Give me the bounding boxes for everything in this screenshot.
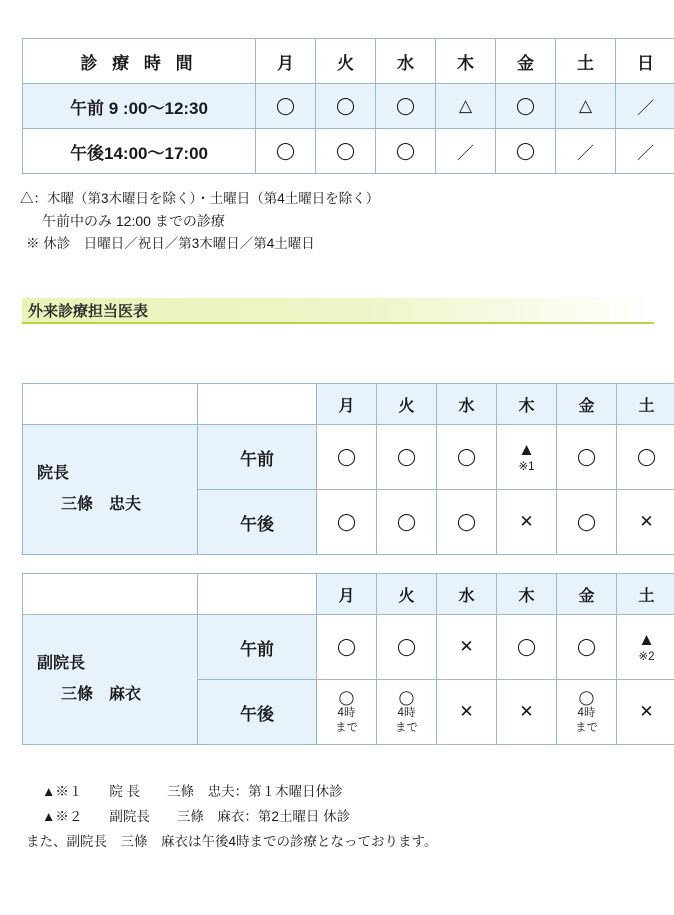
doctor1-header-blank-part — [198, 384, 317, 425]
mark-note: ※2 — [638, 651, 655, 664]
doctor1-table-body — [23, 425, 674, 555]
doctor2-afternoon-mon — [317, 680, 377, 745]
mark: ◯ — [578, 688, 595, 705]
doctor2-part-afternoon: 午後 — [198, 680, 317, 745]
mark: ✕ — [639, 702, 654, 722]
mark: ✕ — [639, 512, 654, 532]
doctor1-title: 院長 — [37, 465, 70, 483]
doctor2-row-morning — [23, 615, 674, 680]
outpatient-section-heading — [22, 298, 654, 324]
doctor2-name-cell — [23, 615, 198, 745]
hours-row-morning — [23, 84, 674, 129]
doctor1-table-head — [23, 384, 674, 425]
doctor1-morning-sat — [617, 425, 674, 490]
mark: ▲ — [518, 440, 535, 460]
mark: ✕ — [519, 702, 534, 722]
hours-table-head — [23, 39, 674, 84]
mark: ◯ — [336, 447, 357, 467]
doctor2-header-blank-part — [198, 574, 317, 615]
footnote-line1: ▲※１ 院 長 三條 忠夫：第１木曜日休診 — [42, 784, 343, 799]
hours-header-row — [23, 39, 674, 84]
mark: ◯ — [576, 637, 597, 657]
hours-afternoon-mon: ◯ — [256, 129, 316, 174]
hours-morning-tue: ◯ — [316, 84, 376, 129]
doctor1-name-cell — [23, 425, 198, 555]
doctor2-afternoon-thu — [497, 680, 557, 745]
doctor1-part-afternoon: 午後 — [198, 490, 317, 555]
hours-day-thu: 木 — [436, 39, 496, 84]
doctor2-table-body — [23, 615, 674, 745]
hours-afternoon-fri: ◯ — [496, 129, 556, 174]
footnote-line2: ▲※２ 副院長 三條 麻衣：第2土曜日 休診 — [42, 808, 351, 824]
hours-afternoon-sun: ／ — [616, 129, 674, 174]
doctor-schedule-table-1 — [22, 383, 657, 555]
doctor2-morning-wed — [437, 615, 497, 680]
mark: ✕ — [459, 702, 474, 722]
doctor1-afternoon-mon — [317, 490, 377, 555]
outpatient-section-title: 外来診療担当医表 — [28, 303, 149, 320]
mark: ◯ — [336, 637, 357, 657]
doctor2-table-head — [23, 574, 674, 615]
mark-note: 4時 まで — [335, 707, 358, 734]
doctor2-day-wed: 水 — [437, 574, 497, 615]
doctor2-morning-mon — [317, 615, 377, 680]
hours-row-afternoon — [23, 129, 674, 174]
hours-day-wed: 水 — [376, 39, 436, 84]
doctor1-day-thu: 木 — [497, 384, 557, 425]
doctor2-title: 副院長 — [37, 655, 86, 673]
mark-note: 4時 まで — [395, 707, 418, 734]
doctor2-afternoon-fri — [557, 680, 617, 745]
doctor2-day-sat: 土 — [617, 574, 674, 615]
doctor1-part-morning: 午前 — [198, 425, 317, 490]
hours-day-mon: 月 — [256, 39, 316, 84]
doctor2-morning-thu — [497, 615, 557, 680]
hours-note-line1: △：木曜（第3木曜日を除く）・土曜日（第4土曜日を除く） — [20, 191, 380, 206]
hours-table-body — [23, 84, 674, 174]
hours-day-sat: 土 — [556, 39, 616, 84]
mark: ◯ — [396, 447, 417, 467]
doctor2-afternoon-wed — [437, 680, 497, 745]
mark: ◯ — [456, 447, 477, 467]
mark: ◯ — [338, 688, 355, 705]
doctor-schedule-table-2 — [22, 573, 654, 745]
mark: ✕ — [519, 512, 534, 532]
doctor2-day-mon: 月 — [317, 574, 377, 615]
hours-afternoon-thu: ／ — [436, 129, 496, 174]
doctor1-day-tue: 火 — [377, 384, 437, 425]
hours-day-sun: 日 — [616, 39, 674, 84]
doctor1-afternoon-tue — [377, 490, 437, 555]
consultation-hours-table — [22, 38, 654, 174]
hours-afternoon-sat: ／ — [556, 129, 616, 174]
doctor2-header-blank-name — [23, 574, 198, 615]
mark: ◯ — [336, 512, 357, 532]
hours-afternoon-tue: ◯ — [316, 129, 376, 174]
doctor-table-vice-director — [22, 573, 674, 745]
doctor1-day-wed: 水 — [437, 384, 497, 425]
hours-day-fri: 金 — [496, 39, 556, 84]
doctor2-afternoon-tue — [377, 680, 437, 745]
hours-row-afternoon-label: 午後14:00〜17:00 — [23, 129, 256, 174]
mark: ◯ — [576, 512, 597, 532]
doctor1-row-morning — [23, 425, 674, 490]
hours-morning-wed: ◯ — [376, 84, 436, 129]
footnote-line3: また、副院長 三條 麻衣は午後4時までの診療となっております。 — [26, 833, 438, 849]
hours-header-label: 診 療 時 間 — [23, 39, 256, 84]
doctor2-day-fri: 金 — [557, 574, 617, 615]
mark: ◯ — [456, 512, 477, 532]
doctor2-name: 三條 麻衣 — [61, 685, 142, 703]
doctor-footnotes — [20, 780, 660, 855]
doctor2-header-row — [23, 574, 674, 615]
doctor1-header-row — [23, 384, 674, 425]
mark-note: ※1 — [518, 461, 535, 474]
mark: ◯ — [396, 512, 417, 532]
mark: ◯ — [636, 447, 657, 467]
doctor1-afternoon-sat — [617, 490, 674, 555]
doctor1-morning-thu — [497, 425, 557, 490]
mark: ◯ — [398, 688, 415, 705]
doctor1-day-fri: 金 — [557, 384, 617, 425]
hours-note-line2: 午前中のみ 12:00 までの診療 — [42, 213, 225, 230]
doctor1-name: 三條 忠夫 — [61, 495, 142, 513]
doctor1-morning-mon — [317, 425, 377, 490]
doctor2-morning-sat — [617, 615, 674, 680]
doctor2-morning-fri — [557, 615, 617, 680]
doctor2-afternoon-sat — [617, 680, 674, 745]
doctor1-morning-wed — [437, 425, 497, 490]
hours-morning-thu: △ — [436, 84, 496, 129]
mark: ◯ — [396, 637, 417, 657]
doctor1-morning-tue — [377, 425, 437, 490]
hours-morning-sun: ／ — [616, 84, 674, 129]
doctor1-afternoon-fri — [557, 490, 617, 555]
hours-morning-sat: △ — [556, 84, 616, 129]
mark-note: 4時 まで — [575, 707, 598, 734]
mark: ✕ — [459, 637, 474, 657]
doctor1-day-mon: 月 — [317, 384, 377, 425]
mark: ◯ — [576, 447, 597, 467]
doctor2-morning-tue — [377, 615, 437, 680]
doctor1-morning-fri — [557, 425, 617, 490]
hours-afternoon-wed: ◯ — [376, 129, 436, 174]
mark: ▲ — [638, 630, 655, 650]
hours-day-tue: 火 — [316, 39, 376, 84]
doctor-table-director — [22, 383, 674, 555]
doctor1-header-blank-name — [23, 384, 198, 425]
hours-table — [22, 38, 674, 174]
hours-morning-fri: ◯ — [496, 84, 556, 129]
hours-row-morning-label: 午前 9 :00〜12:30 — [23, 84, 256, 129]
hours-notes — [20, 188, 660, 256]
doctor1-afternoon-thu — [497, 490, 557, 555]
doctor2-part-morning: 午前 — [198, 615, 317, 680]
doctor1-day-sat: 土 — [617, 384, 674, 425]
doctor2-day-tue: 火 — [377, 574, 437, 615]
hours-note-line3: ※ 休診 日曜日／祝日／第3木曜日／第4土曜日 — [26, 236, 315, 252]
mark: ◯ — [516, 637, 537, 657]
doctor1-afternoon-wed — [437, 490, 497, 555]
doctor2-day-thu: 木 — [497, 574, 557, 615]
hours-morning-mon: ◯ — [256, 84, 316, 129]
